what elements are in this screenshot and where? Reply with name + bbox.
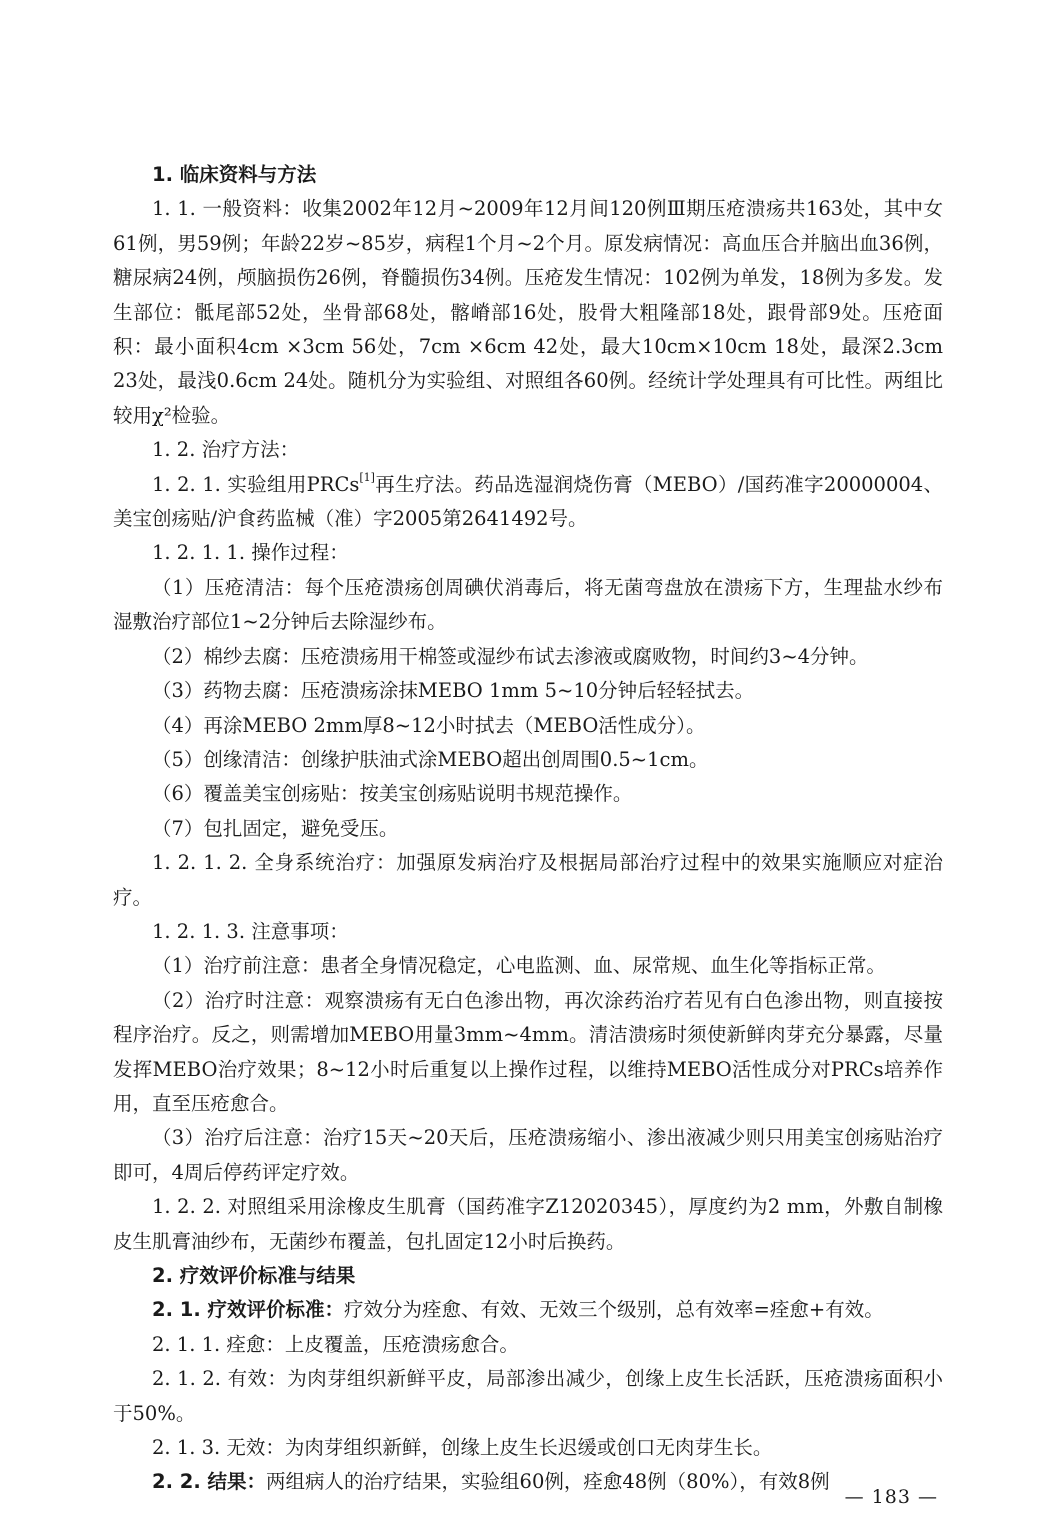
section-1-2-1-2: 1. 2. 1. 2. 全身系统治疗：加强原发病治疗及根据局部治疗过程中的效果实施顺应对症治疗。 [113,851,943,909]
heading-1: 1. 临床资料与方法 [152,163,317,186]
page-number: — 183 — [844,1486,938,1508]
note-2: （2）治疗时注意：观察溃疡有无白色渗出物，再次涂药治疗若见有白色渗出物，则直接按程序治疗。反之，则需增加MEBO用量3mm~4mm。清洁溃疡时须使新鲜肉芽充分暴露，尽量发挥MEBO治疗效果；8~12小时后重复以上操作过程，以维持MEBO活性成分对PRCs培养作用，直至压疮愈合。 [113,988,943,1115]
step-7: （7）包扎固定，避免受压。 [152,816,399,840]
section-1-2: 1. 2. 治疗方法： [152,438,300,462]
section-2-2: 2. 2. 结果：两组病人的治疗结果，实验组60例，痊愈48例（80%），有效8例 [152,1470,830,1494]
section-1-1: 1. 1. 一般资料：收集2002年12月~2009年12月间120例Ⅲ期压疮溃疡共163处，其中女61例，男59例；年龄22岁~85岁，病程1个月~2个月。原发病情况：高血压合并脑出血36例，糖尿病24例，颅脑损伤26例，脊髓损伤34例。压疮发生情况：102例为单发，18例为多发。发生部位：骶尾部52处，坐骨部68处，髂嵴部16处，股骨大粗隆部18处，跟骨部9处。压疮面积：最小面积4cm ×3cm 56处，7cm ×6cm 42处，最大10cm×10cm 18处，最深2.3cm 23处，最浅0.6cm 24处。随机分为实验组、对照组各60例。经统计学处理具有可比性。两组比较用χ²检验。 [113,197,943,427]
section-1-2-1: 1. 2. 1. 实验组用PRCs[1]再生疗法。药品选湿润烧伤膏（MEBO）/国药准字20000004、美宝创疡贴/沪食药监械（准）字2005第2641492号。 [113,471,944,531]
heading-2: 2. 疗效评价标准与结果 [152,1264,356,1287]
section-2-1-2: 2. 1. 2. 有效：为肉芽组织新鲜平皮，局部渗出减少，创缘上皮生长活跃，压疮溃疡面积小于50%。 [113,1367,943,1425]
section-1-2-1-3: 1. 2. 1. 3. 注意事项： [152,919,349,943]
note-1: （1）治疗前注意：患者全身情况稳定，心电监测、血、尿常规、血生化等指标正常。 [152,954,886,978]
step-1: （1）压疮清洁：每个压疮溃疡创周碘伏消毒后，将无菌弯盘放在溃疡下方，生理盐水纱布湿敷治疗部位1~2分钟后去除湿纱布。 [113,575,943,634]
document-body [113,158,943,1500]
step-2: （2）棉纱去腐：压疮溃疡用干棉签或湿纱布试去渗液或腐败物，时间约3~4分钟。 [152,644,869,668]
section-2-1-1: 2. 1. 1. 痊愈：上皮覆盖，压疮溃疡愈合。 [152,1332,519,1356]
step-5: （5）创缘清洁：创缘护肤油式涂MEBO超出创周围0.5~1cm。 [152,747,709,771]
section-2-1-3: 2. 1. 3. 无效：为肉芽组织新鲜，创缘上皮生长迟缓或创口无肉芽生长。 [152,1436,773,1460]
note-3: （3）治疗后注意：治疗15天~20天后，压疮溃疡缩小、渗出液减少则只用美宝创疡贴治疗即可，4周后停药评定疗效。 [113,1126,943,1184]
section-2-1: 2. 1. 疗效评价标准：疗效分为痊愈、有效、无效三个级别，总有效率=痊愈+有效。 [152,1298,884,1322]
section-1-2-2: 1. 2. 2. 对照组采用涂橡皮生肌膏（国药准字Z12020345），厚度约为2 mm，外敷自制橡皮生肌膏油纱布，无菌纱布覆盖，包扎固定12小时后换药。 [113,1195,943,1253]
step-3: （3）药物去腐：压疮溃疡涂抹MEBO 1mm 5~10分钟后轻轻拭去。 [152,679,755,703]
step-6: （6）覆盖美宝创疡贴：按美宝创疡贴说明书规范操作。 [152,782,633,806]
step-4: （4）再涂MEBO 2mm厚8~12小时拭去（MEBO活性成分）。 [152,713,706,737]
section-1-2-1-1: 1. 2. 1. 1. 操作过程： [152,541,349,565]
